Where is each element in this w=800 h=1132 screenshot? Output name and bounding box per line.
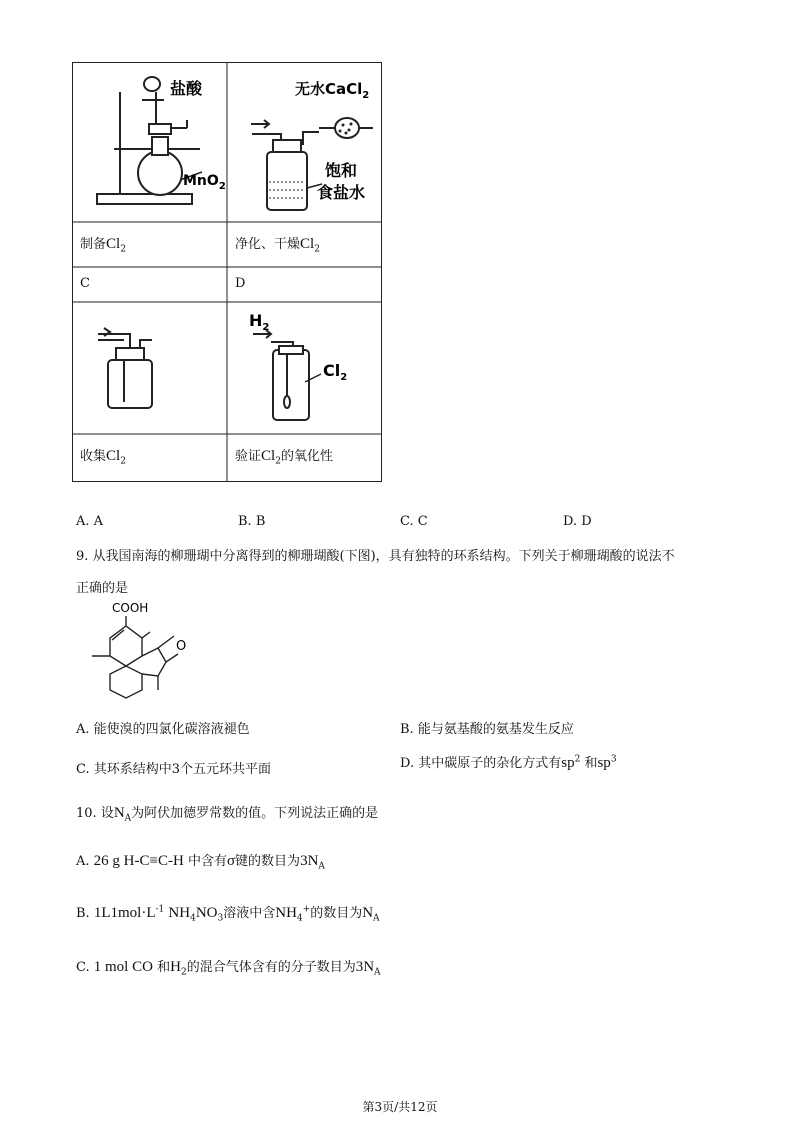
brine-label-1: 饱和: [325, 161, 358, 180]
q10-option-a[interactable]: A. 26 g H-C≡C-H 中含有σ键的数目为$3N_A$: [76, 853, 325, 872]
q10-option-c[interactable]: C. 1 mol CO 和$H_2$的混合气体含有的分子数目为$3N_A$: [76, 959, 381, 978]
h2-label: $H_2$: [249, 311, 270, 333]
q9-stem-line2: 正确的是: [76, 581, 129, 596]
cl2-label: $Cl_2$: [323, 361, 348, 383]
q9-option-a[interactable]: A. 能使溴的四氯化碳溶液褪色: [76, 722, 250, 737]
q9-option-c[interactable]: C. 其环系结构中3个五元环共平面: [76, 762, 272, 777]
hydrochloric-acid-label: 盐酸: [170, 79, 203, 98]
chlorine-oxidation-diagram: [227, 302, 382, 434]
mno2-label: MnO$_2$: [183, 173, 226, 192]
q9-option-d[interactable]: D. 其中碳原子的杂化方式有$sp^2$ 和$sp^3$: [400, 754, 617, 771]
q10-option-b[interactable]: B. $1L1mol\cdot L^{-1}$ $NH_4NO_3$溶液中含$NH_4^+$的数目为$N_A$: [76, 904, 380, 924]
anhydrous-cacl2-label: 无水CaCl$_2$: [295, 80, 370, 101]
page-number: 第3页/共12页: [362, 1100, 438, 1114]
option-letter-c: C: [80, 276, 90, 291]
q8-option-c[interactable]: C. C: [400, 514, 428, 529]
apparatus-table: [72, 62, 382, 482]
caption-collect-cl2: 收集$Cl_2$: [80, 448, 126, 467]
cooh-label: COOH: [112, 601, 149, 615]
caption-prepare-cl2: 制备$Cl_2$: [80, 236, 126, 255]
chlorine-purifier-diagram: [227, 62, 382, 222]
gorgonian-acid-structure: [84, 598, 214, 708]
brine-label-2: 食盐水: [317, 183, 366, 202]
chlorine-collector-diagram: [72, 302, 227, 434]
caption-purify-dry-cl2: 净化、干燥$Cl_2$: [235, 236, 320, 255]
option-letter-d: D: [235, 276, 246, 291]
q8-option-b[interactable]: B. B: [238, 514, 266, 529]
q9-stem-line1: 9. 从我国南海的柳珊瑚中分离得到的柳珊瑚酸(下图)，具有独特的环系结构。下列关于柳珊瑚酸的说法不: [76, 549, 675, 564]
q10-stem: 10. 设$N_A$为阿伏加德罗常数的值。下列说法正确的是: [76, 805, 379, 824]
caption-verify-cl2-oxidation: 验证$Cl_2$的氧化性: [235, 448, 333, 467]
q8-option-d[interactable]: D. D: [563, 514, 592, 529]
q9-option-b[interactable]: B. 能与氨基酸的氨基发生反应: [400, 722, 574, 737]
q8-option-a[interactable]: A. A: [76, 514, 104, 529]
chlorine-generator-diagram: [72, 62, 227, 222]
ketone-o-label: O: [176, 639, 187, 654]
